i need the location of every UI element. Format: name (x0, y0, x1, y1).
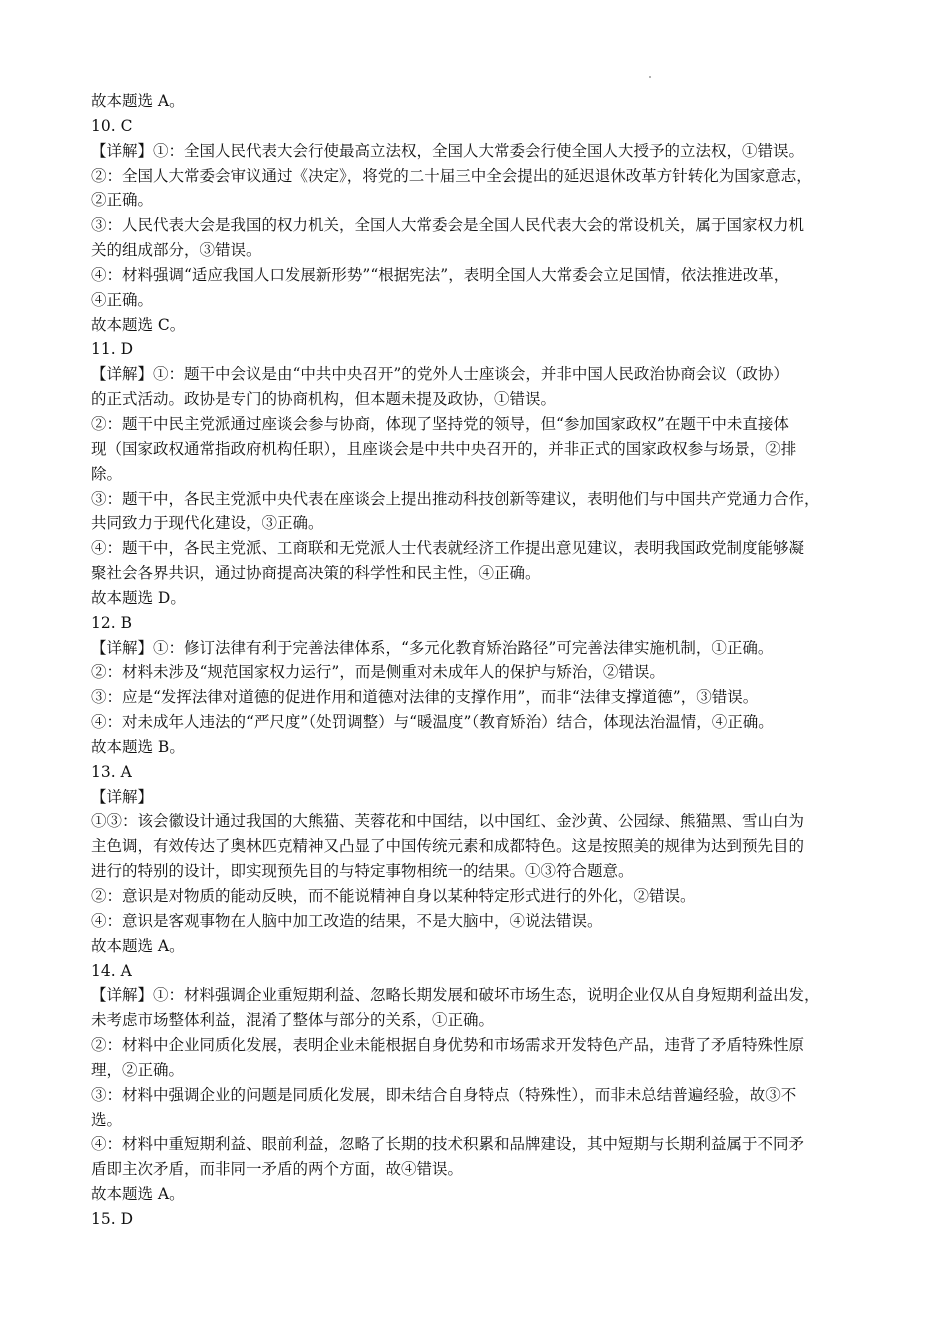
text-line: ④：对未成年人违法的“严尺度”（处罚调整）与“暖温度”（教育矫治）结合，体现法治温情，④正确。 (91, 713, 774, 732)
text-line: 故本题选 A。 (91, 1185, 185, 1204)
text-line: 【详解】①：全国人民代表大会行使最高立法权，全国人大常委会行使全国人大授予的立法权，①错误。 (91, 141, 805, 160)
text-line: ②：材料未涉及“规范国家权力运行”，而是侧重对未成年人的保护与矫治，②错误。 (91, 663, 665, 682)
text-line: 进行的特别的设计，即实现预先目的与特定事物相统一的结果。①③符合题意。 (91, 862, 634, 881)
question-number: 14. A (91, 961, 132, 980)
text-line: 故本题选 A。 (91, 936, 185, 955)
text-line: ③：应是“发挥法律对道德的促进作用和道德对法律的支撑作用”，而非“法律支撑道德”，③错误。 (91, 688, 759, 707)
text-line: 选。 (91, 1110, 123, 1129)
text-line: 故本题选 D。 (91, 588, 186, 607)
text-line: 盾即主次矛盾，而非同一矛盾的两个方面，故④错误。 (91, 1160, 464, 1179)
question-number: 13. A (91, 762, 132, 781)
text-line: 聚社会各界共识，通过协商提高决策的科学性和民主性，④正确。 (91, 564, 541, 583)
text-line: 除。 (91, 464, 123, 483)
text-line: 故本题选 C。 (91, 315, 186, 334)
scan-speck (649, 76, 651, 78)
answer-text (91, 89, 863, 1232)
text-line: ③：人民代表大会是我国的权力机关，全国人大常委会是全国人民代表大会的常设机关，属于国家权力机 (91, 216, 805, 235)
text-line: ①③：该会徽设计通过我国的大熊猫、芙蓉花和中国结，以中国红、金沙黄、公园绿、熊猫黑、雪山白为 (91, 812, 805, 831)
text-line: 现（国家政权通常指政府机构任职），且座谈会是中共中央召开的，并非正式的国家政权参与场景，②排 (91, 439, 797, 458)
text-line: ②：意识是对物质的能动反映，而不能说精神自身以某种特定形式进行的外化，②错误。 (91, 887, 696, 905)
text-line: 【详解】①：修订法律有利于完善法律体系，“多元化教育矫治路径”可完善法律实施机制，①正确。 (91, 638, 774, 657)
text-line: ④：材料强调“适应我国人口发展新形势”“根据宪法”，表明全国人大常委会立足国情，依法推进改革， (91, 265, 790, 284)
text-line: 共同致力于现代化建设，③正确。 (91, 514, 324, 533)
text-line: 【详解】 (91, 787, 154, 806)
text-line: 关的组成部分，③错误。 (91, 241, 262, 260)
text-line: ③：材料中强调企业的问题是同质化发展，即未结合自身特点（特殊性），而非未总结普遍经验，故③不 (91, 1085, 797, 1104)
text-line: 【详解】①：题干中会议是由“中共中央召开”的党外人士座谈会，并非中国人民政治协商会议（政协） (91, 365, 789, 384)
text-line: ③：题干中，各民主党派中央代表在座谈会上提出推动科技创新等建议，表明他们与中国共产党通力合作， (91, 489, 820, 508)
text-line: 理，②正确。 (91, 1060, 185, 1079)
question-number: 10. C (91, 116, 133, 135)
question-number: 15. D (91, 1209, 134, 1228)
text-line: ②：题干中民主党派通过座谈会参与协商，体现了坚持党的领导，但“参加国家政权”在题干中未直接体 (91, 414, 789, 433)
text-line: 主色调，有效传达了奥林匹克精神又凸显了中国传统元素和成都特色。这是按照美的规律为达到预先目的 (91, 837, 805, 856)
text-line: ④：意识是客观事物在人脑中加工改造的结果，不是大脑中，④说法错误。 (91, 911, 603, 930)
text-line: ④：材料中重短期利益、眼前利益，忽略了长期的技术积累和品牌建设，其中短期与长期利益属于不同矛 (91, 1135, 805, 1154)
question-number: 12. B (91, 613, 132, 632)
text-line: 的正式活动。政协是专门的协商机构，但本题未提及政协，①错误。 (91, 390, 557, 409)
text-line: 【详解】①：材料强调企业重短期利益、忽略长期发展和破坏市场生态，说明企业仅从自身短期利益出发， (91, 986, 820, 1005)
text-line: 故本题选 A。 (91, 92, 185, 110)
text-line: ④：题干中，各民主党派、工商联和无党派人士代表就经济工作提出意见建议，表明我国政党制度能够凝 (91, 539, 805, 558)
text-line: ④正确。 (91, 290, 154, 309)
text-line: 未考虑市场整体利益，混淆了整体与部分的关系，①正确。 (91, 1011, 495, 1030)
text-line: ②：材料中企业同质化发展，表明企业未能根据自身优势和市场需求开发特色产品，违背了矛盾特殊性原 (91, 1036, 805, 1055)
text-line: ②正确。 (91, 191, 154, 210)
text-line: ②：全国人大常委会审议通过《决定》，将党的二十届三中全会提出的延迟退休改革方针转化为国家意志， (91, 166, 812, 185)
question-number: 11. D (91, 340, 134, 359)
text-line: 故本题选 B。 (91, 737, 185, 756)
